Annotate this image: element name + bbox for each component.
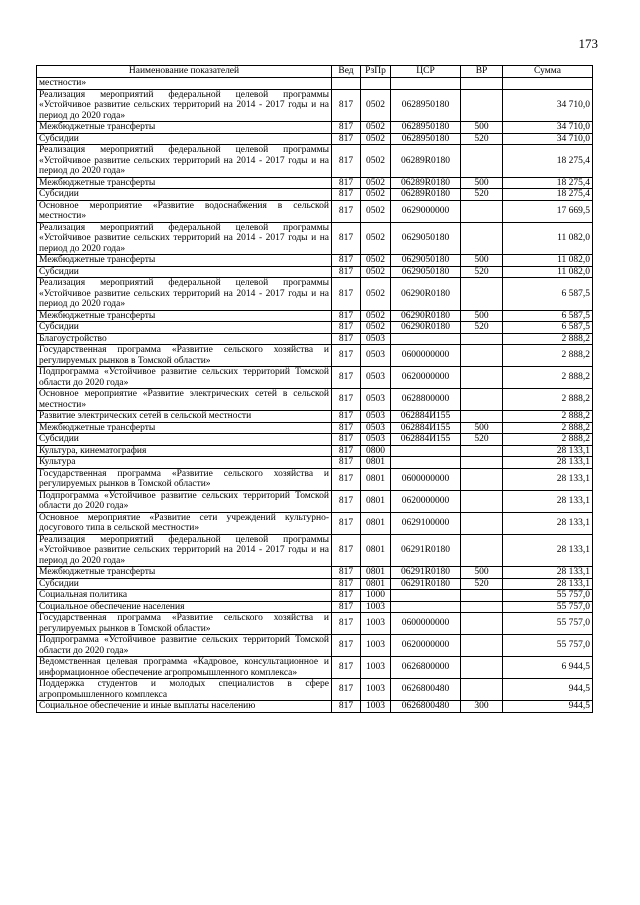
cell-vr	[461, 222, 503, 255]
table-row	[37, 701, 593, 713]
cell-csr: 0620000000	[391, 367, 461, 389]
cell-sum: 6 587,5	[503, 310, 593, 322]
cell-ved: 817	[332, 389, 361, 411]
cell-name: Развитие электрических сетей в сельской местности	[37, 411, 332, 423]
cell-ved: 817	[332, 200, 361, 222]
cell-ved: 817	[332, 255, 361, 267]
table-row	[37, 512, 593, 534]
table-row	[37, 322, 593, 334]
cell-csr: 0626800000	[391, 657, 461, 679]
cell-name: Субсидии	[37, 266, 332, 278]
cell-vr	[461, 590, 503, 602]
cell-vr	[461, 89, 503, 122]
cell-sum: 18 275,4	[503, 145, 593, 178]
cell-rzpr: 1003	[361, 601, 391, 613]
cell-csr: 062884И155	[391, 422, 461, 434]
cell-sum: 34 710,0	[503, 133, 593, 145]
cell-name: Межбюджетные трансферты	[37, 255, 332, 267]
cell-csr: 0626800480	[391, 701, 461, 713]
cell-csr: 06291R0180	[391, 567, 461, 579]
table-row	[37, 657, 593, 679]
table-row	[37, 389, 593, 411]
cell-name: Государственная программа «Развитие сельского хозяйства и регулируемых рынков в Томской области»	[37, 345, 332, 367]
cell-csr: 0628950180	[391, 133, 461, 145]
cell-vr	[461, 345, 503, 367]
cell-rzpr: 0502	[361, 310, 391, 322]
cell-ved: 817	[332, 411, 361, 423]
cell-name: местности»	[37, 78, 332, 90]
cell-vr: 500	[461, 422, 503, 434]
cell-ved: 817	[332, 345, 361, 367]
cell-ved	[332, 78, 361, 90]
cell-csr: 06291R0180	[391, 578, 461, 590]
cell-name: Благоустройство	[37, 333, 332, 345]
cell-rzpr: 0801	[361, 468, 391, 490]
cell-name: Реализация мероприятий федеральной целевой программы «Устойчивое развитие сельских территорий на 2014 - 2017 годы и на период до 2020 года»	[37, 145, 332, 178]
cell-rzpr: 0502	[361, 200, 391, 222]
cell-csr: 06289R0180	[391, 145, 461, 178]
cell-vr	[461, 457, 503, 469]
cell-rzpr: 0503	[361, 411, 391, 423]
cell-sum: 6 587,5	[503, 322, 593, 334]
cell-name: Социальная политика	[37, 590, 332, 602]
cell-ved: 817	[332, 490, 361, 512]
header-sum: Сумма	[503, 66, 593, 78]
cell-vr: 500	[461, 255, 503, 267]
table-row	[37, 457, 593, 469]
cell-vr	[461, 468, 503, 490]
cell-csr: 0600000000	[391, 345, 461, 367]
cell-csr: 06290R0180	[391, 278, 461, 311]
cell-csr: 0620000000	[391, 490, 461, 512]
cell-ved: 817	[332, 266, 361, 278]
cell-rzpr: 1003	[361, 679, 391, 701]
cell-ved: 817	[332, 468, 361, 490]
cell-rzpr: 0502	[361, 222, 391, 255]
cell-ved: 817	[332, 145, 361, 178]
cell-ved: 817	[332, 512, 361, 534]
cell-ved: 817	[332, 322, 361, 334]
cell-rzpr: 1003	[361, 635, 391, 657]
cell-vr: 500	[461, 122, 503, 134]
cell-rzpr: 0502	[361, 89, 391, 122]
cell-ved: 817	[332, 445, 361, 457]
cell-sum: 2 888,2	[503, 367, 593, 389]
header-ved: Вед	[332, 66, 361, 78]
cell-sum: 55 757,0	[503, 590, 593, 602]
cell-name: Межбюджетные трансферты	[37, 310, 332, 322]
cell-rzpr: 0801	[361, 512, 391, 534]
cell-csr: 062884И155	[391, 434, 461, 446]
cell-csr: 0626800480	[391, 679, 461, 701]
cell-rzpr: 1003	[361, 657, 391, 679]
cell-vr: 500	[461, 310, 503, 322]
table-row	[37, 255, 593, 267]
cell-rzpr: 0502	[361, 177, 391, 189]
cell-csr	[391, 78, 461, 90]
table-row	[37, 601, 593, 613]
cell-csr: 0629050180	[391, 266, 461, 278]
cell-name: Государственная программа «Развитие сельского хозяйства и регулируемых рынков в Томской области»	[37, 468, 332, 490]
table-row	[37, 222, 593, 255]
cell-rzpr: 0801	[361, 490, 391, 512]
cell-name: Основное мероприятие «Развитие электрических сетей в сельской местности»	[37, 389, 332, 411]
cell-sum: 55 757,0	[503, 613, 593, 635]
cell-vr	[461, 145, 503, 178]
table-row	[37, 122, 593, 134]
cell-vr	[461, 679, 503, 701]
cell-ved: 817	[332, 701, 361, 713]
table-row	[37, 468, 593, 490]
cell-csr: 06291R0180	[391, 534, 461, 567]
cell-csr: 06289R0180	[391, 177, 461, 189]
header-rzpr: РзПр	[361, 66, 391, 78]
cell-sum: 944,5	[503, 679, 593, 701]
cell-vr	[461, 278, 503, 311]
cell-ved: 817	[332, 177, 361, 189]
table-row	[37, 567, 593, 579]
cell-sum: 17 669,5	[503, 200, 593, 222]
table-row	[37, 333, 593, 345]
cell-ved: 817	[332, 367, 361, 389]
cell-sum: 11 082,0	[503, 222, 593, 255]
cell-vr: 520	[461, 434, 503, 446]
cell-name: Субсидии	[37, 578, 332, 590]
cell-sum: 2 888,2	[503, 434, 593, 446]
cell-rzpr	[361, 78, 391, 90]
cell-name: Межбюджетные трансферты	[37, 122, 332, 134]
cell-name: Межбюджетные трансферты	[37, 422, 332, 434]
cell-sum: 34 710,0	[503, 122, 593, 134]
cell-sum: 2 888,2	[503, 333, 593, 345]
cell-ved: 817	[332, 122, 361, 134]
page-number: 173	[578, 36, 598, 51]
cell-name: Реализация мероприятий федеральной целевой программы «Устойчивое развитие сельских территорий на 2014 - 2017 годы и на период до 2020 года»	[37, 89, 332, 122]
table-row	[37, 613, 593, 635]
cell-sum: 18 275,4	[503, 189, 593, 201]
cell-sum: 2 888,2	[503, 422, 593, 434]
cell-ved: 817	[332, 89, 361, 122]
cell-sum: 28 133,1	[503, 567, 593, 579]
table-row	[37, 189, 593, 201]
cell-vr	[461, 200, 503, 222]
cell-name: Субсидии	[37, 133, 332, 145]
cell-csr: 0629000000	[391, 200, 461, 222]
cell-sum: 28 133,1	[503, 512, 593, 534]
cell-sum: 6 944,5	[503, 657, 593, 679]
table-body	[37, 78, 593, 713]
cell-csr: 0629050180	[391, 222, 461, 255]
table-row	[37, 133, 593, 145]
cell-sum: 944,5	[503, 701, 593, 713]
cell-csr	[391, 457, 461, 469]
cell-ved: 817	[332, 613, 361, 635]
cell-ved: 817	[332, 133, 361, 145]
cell-rzpr: 0502	[361, 189, 391, 201]
cell-sum: 55 757,0	[503, 601, 593, 613]
table-row	[37, 635, 593, 657]
cell-rzpr: 1003	[361, 701, 391, 713]
cell-vr: 520	[461, 578, 503, 590]
cell-vr	[461, 389, 503, 411]
cell-name: Подпрограмма «Устойчивое развитие сельских территорий Томской области до 2020 года»	[37, 635, 332, 657]
cell-ved: 817	[332, 601, 361, 613]
cell-vr	[461, 78, 503, 90]
cell-name: Реализация мероприятий федеральной целевой программы «Устойчивое развитие сельских территорий на 2014 - 2017 годы и на период до 2020 года»	[37, 222, 332, 255]
cell-ved: 817	[332, 222, 361, 255]
cell-sum	[503, 78, 593, 90]
cell-ved: 817	[332, 567, 361, 579]
cell-ved: 817	[332, 333, 361, 345]
table-row	[37, 345, 593, 367]
cell-rzpr: 0503	[361, 345, 391, 367]
cell-ved: 817	[332, 457, 361, 469]
table-row	[37, 367, 593, 389]
cell-csr: 062884И155	[391, 411, 461, 423]
table-row	[37, 490, 593, 512]
cell-sum: 11 082,0	[503, 266, 593, 278]
cell-name: Межбюджетные трансферты	[37, 177, 332, 189]
table-header-row	[37, 66, 593, 78]
cell-csr: 0629050180	[391, 255, 461, 267]
cell-rzpr: 0502	[361, 322, 391, 334]
cell-vr	[461, 333, 503, 345]
table-row	[37, 177, 593, 189]
cell-name: Культура	[37, 457, 332, 469]
cell-sum: 28 133,1	[503, 457, 593, 469]
cell-vr	[461, 657, 503, 679]
cell-name: Субсидии	[37, 189, 332, 201]
cell-vr: 520	[461, 189, 503, 201]
cell-name: Субсидии	[37, 434, 332, 446]
cell-vr: 520	[461, 322, 503, 334]
cell-sum: 34 710,0	[503, 89, 593, 122]
cell-rzpr: 0800	[361, 445, 391, 457]
cell-csr: 0628800000	[391, 389, 461, 411]
cell-name: Социальное обеспечение и иные выплаты населению	[37, 701, 332, 713]
cell-sum: 55 757,0	[503, 635, 593, 657]
cell-csr: 0600000000	[391, 468, 461, 490]
cell-csr	[391, 445, 461, 457]
cell-rzpr: 0801	[361, 534, 391, 567]
table-row	[37, 411, 593, 423]
cell-csr	[391, 333, 461, 345]
cell-sum: 28 133,1	[503, 534, 593, 567]
cell-ved: 817	[332, 590, 361, 602]
cell-name: Ведомственная целевая программа «Кадровое, консультационное и информационное обеспечение агропромышленного комплекса»	[37, 657, 332, 679]
cell-vr	[461, 635, 503, 657]
cell-rzpr: 0502	[361, 122, 391, 134]
cell-vr	[461, 601, 503, 613]
cell-ved: 817	[332, 434, 361, 446]
header-csr: ЦСР	[391, 66, 461, 78]
table-row	[37, 679, 593, 701]
cell-rzpr: 0801	[361, 567, 391, 579]
cell-name: Межбюджетные трансферты	[37, 567, 332, 579]
cell-name: Основное мероприятие «Развитие водоснабжения в сельской местности»	[37, 200, 332, 222]
cell-rzpr: 0502	[361, 145, 391, 178]
cell-name: Основное мероприятие «Развитие сети учреждений культурно-досугового типа в сельской местности»	[37, 512, 332, 534]
cell-rzpr: 0503	[361, 367, 391, 389]
cell-name: Поддержка студентов и молодых специалистов в сфере агропромышленного комплекса	[37, 679, 332, 701]
cell-rzpr: 0502	[361, 133, 391, 145]
cell-csr: 0629100000	[391, 512, 461, 534]
cell-name: Реализация мероприятий федеральной целевой программы «Устойчивое развитие сельских территорий на 2014 - 2017 годы и на период до 2020 года»	[37, 534, 332, 567]
cell-csr: 06290R0180	[391, 310, 461, 322]
cell-name: Подпрограмма «Устойчивое развитие сельских территорий Томской области до 2020 года»	[37, 367, 332, 389]
budget-table	[36, 65, 593, 713]
header-name: Наименование показателей	[37, 66, 332, 78]
cell-rzpr: 0503	[361, 422, 391, 434]
cell-vr: 520	[461, 133, 503, 145]
cell-vr: 520	[461, 266, 503, 278]
cell-name: Подпрограмма «Устойчивое развитие сельских территорий Томской области до 2020 года»	[37, 490, 332, 512]
cell-rzpr: 0502	[361, 278, 391, 311]
cell-ved: 817	[332, 578, 361, 590]
cell-sum: 6 587,5	[503, 278, 593, 311]
cell-name: Культура, кинематография	[37, 445, 332, 457]
cell-vr	[461, 411, 503, 423]
cell-rzpr: 0801	[361, 578, 391, 590]
cell-sum: 28 133,1	[503, 445, 593, 457]
table-row	[37, 89, 593, 122]
cell-ved: 817	[332, 635, 361, 657]
cell-rzpr: 0801	[361, 457, 391, 469]
table-row	[37, 266, 593, 278]
cell-name: Социальное обеспечение населения	[37, 601, 332, 613]
cell-vr: 300	[461, 701, 503, 713]
cell-vr	[461, 613, 503, 635]
cell-name: Реализация мероприятий федеральной целевой программы «Устойчивое развитие сельских территорий на 2014 - 2017 годы и на период до 2020 года»	[37, 278, 332, 311]
cell-vr	[461, 534, 503, 567]
cell-sum: 11 082,0	[503, 255, 593, 267]
cell-csr: 0628950180	[391, 122, 461, 134]
cell-sum: 28 133,1	[503, 578, 593, 590]
cell-rzpr: 0503	[361, 434, 391, 446]
cell-sum: 2 888,2	[503, 411, 593, 423]
cell-sum: 28 133,1	[503, 468, 593, 490]
table-row	[37, 78, 593, 90]
cell-ved: 817	[332, 422, 361, 434]
cell-csr: 0600000000	[391, 613, 461, 635]
cell-csr: 06290R0180	[391, 322, 461, 334]
cell-rzpr: 0502	[361, 266, 391, 278]
cell-ved: 817	[332, 534, 361, 567]
cell-ved: 817	[332, 679, 361, 701]
cell-vr	[461, 490, 503, 512]
cell-sum: 2 888,2	[503, 345, 593, 367]
cell-ved: 817	[332, 310, 361, 322]
cell-vr: 500	[461, 177, 503, 189]
table-row	[37, 534, 593, 567]
cell-csr	[391, 601, 461, 613]
cell-rzpr: 1003	[361, 613, 391, 635]
cell-csr: 06289R0180	[391, 189, 461, 201]
cell-rzpr: 1000	[361, 590, 391, 602]
table-row	[37, 445, 593, 457]
table-row	[37, 310, 593, 322]
cell-csr: 0628950180	[391, 89, 461, 122]
table-row	[37, 200, 593, 222]
table-row	[37, 145, 593, 178]
cell-name: Субсидии	[37, 322, 332, 334]
cell-ved: 817	[332, 657, 361, 679]
table-row	[37, 578, 593, 590]
table-row	[37, 590, 593, 602]
header-vr: ВР	[461, 66, 503, 78]
cell-rzpr: 0503	[361, 389, 391, 411]
cell-vr	[461, 445, 503, 457]
cell-ved: 817	[332, 278, 361, 311]
cell-name: Государственная программа «Развитие сельского хозяйства и регулируемых рынков в Томской области»	[37, 613, 332, 635]
cell-ved: 817	[332, 189, 361, 201]
table-row	[37, 278, 593, 311]
table-row	[37, 422, 593, 434]
cell-vr	[461, 512, 503, 534]
cell-csr: 0620000000	[391, 635, 461, 657]
cell-sum: 2 888,2	[503, 389, 593, 411]
cell-sum: 28 133,1	[503, 490, 593, 512]
cell-sum: 18 275,4	[503, 177, 593, 189]
cell-rzpr: 0502	[361, 255, 391, 267]
cell-rzpr: 0503	[361, 333, 391, 345]
cell-csr	[391, 590, 461, 602]
cell-vr	[461, 367, 503, 389]
table-row	[37, 434, 593, 446]
cell-vr: 500	[461, 567, 503, 579]
